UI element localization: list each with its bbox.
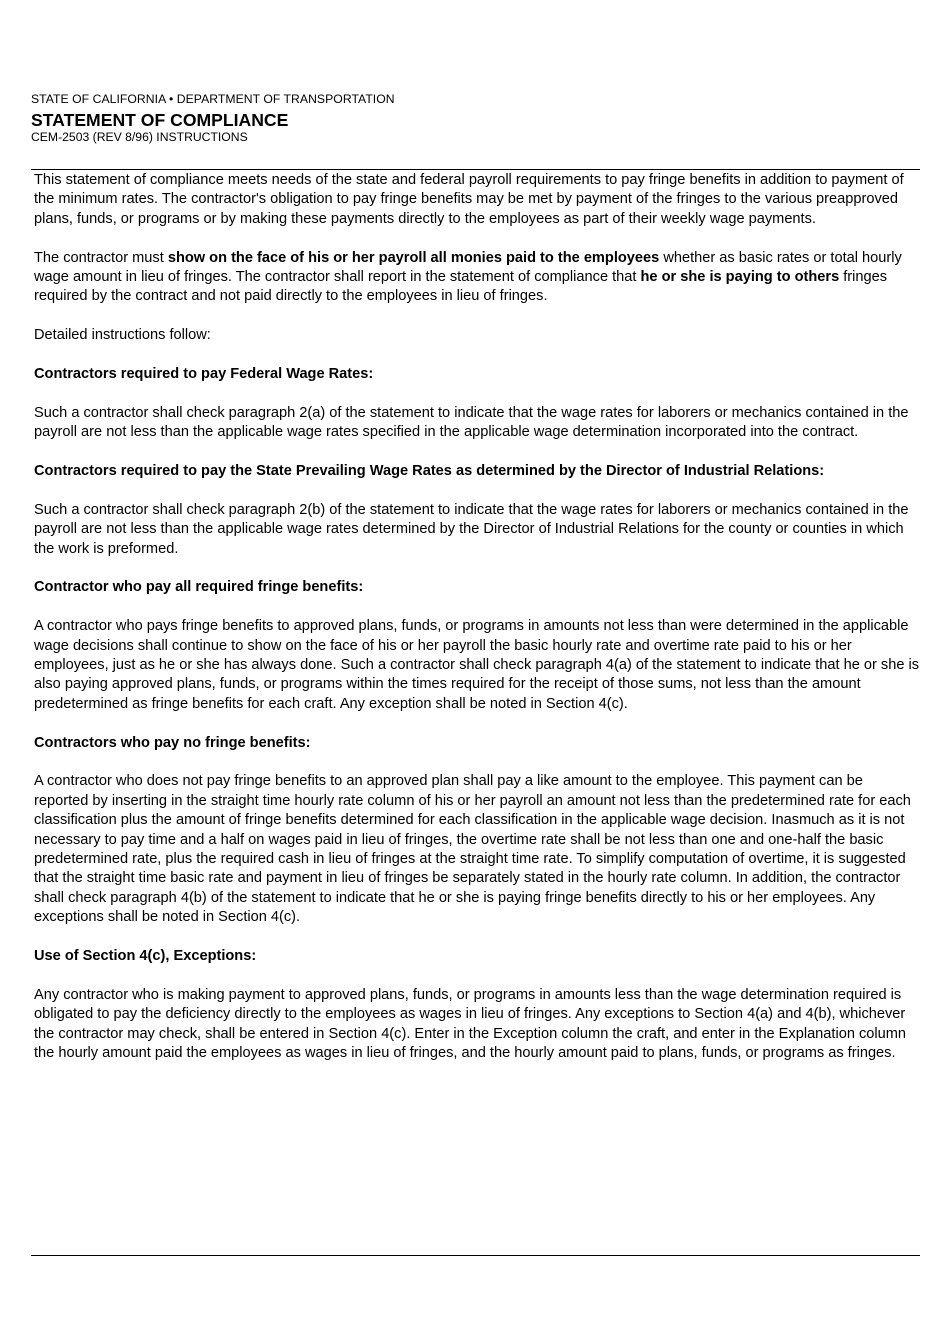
page-title: STATEMENT OF COMPLIANCE	[31, 110, 289, 130]
intro-paragraph: This statement of compliance meets needs of the state and federal payroll requirements to pay fringe benefits in addition to payment of the minimum rates. The contractor's obligation to pay fringe benefits may be met by payment of the fringes to the various preapproved plans, funds, or programs or by making these payments directly to the employees as part of their weekly wage payments.	[34, 172, 904, 227]
form-header	[31, 92, 731, 144]
form-number: CEM-2503 (REV 8/96) INSTRUCTIONS	[31, 130, 248, 144]
header-divider	[31, 169, 920, 170]
no-fringe-heading: Contractors who pay no fringe benefits:	[34, 734, 311, 751]
exceptions-paragraph: Any contractor who is making payment to approved plans, funds, or programs in amounts less than the wage determination required is obligated to pay the deficiency directly to the employees as wages in lieu of fringes. Any exceptions to Section 4(a) and 4(b), whichever the contractor may check, shall be entered in Section 4(c). Enter in the Exception column the craft, and enter in the Explanation column the hourly amount paid the employees as wages in lieu of fringes, and the hourly amount paid to plans, funds, or programs as fringes.	[34, 986, 907, 1062]
all-fringe-paragraph: A contractor who pays fringe benefits to approved plans, funds, or programs in amounts not less than were determined in the applicable wage decisions shall continue to show on the face of his or her payroll the basic hourly rate and overtime rate paid to his or her employees, just as he or she has always done. Such a contractor shall check paragraph 4(a) of the statement to indicate that he or she is also paying approved plans, funds, or programs within the times required for the receipt of those sums, not less than the amount predetermined as fringe benefits for each craft. Any exception shall be noted in Section 4(c).	[34, 618, 920, 712]
state-wage-paragraph: Such a contractor shall check paragraph 2(b) of the statement to indicate that the wage rates for laborers or mechanics contained in the payroll are not less than the applicable wage rates determined by the Director of Industrial Relations for the county or counties in which the work is preformed.	[34, 501, 909, 557]
payroll-text-1: The contractor must	[34, 249, 168, 266]
payroll-requirement-paragraph	[34, 249, 920, 307]
federal-wage-paragraph: Such a contractor shall check paragraph 2(a) of the statement to indicate that the wage rates for laborers or mechanics contained in the payroll are not less than the applicable wage rates specified in the applicable wage determination incorporated into the contract.	[34, 404, 909, 441]
no-fringe-paragraph: A contractor who does not pay fringe benefits to an approved plan shall pay a like amount to the employee. This payment can be reported by inserting in the straight time hourly rate column of his or her payroll an amount not less than the predetermined rate for each classification plus the amount of fringe benefits determined for each classification in the applicable wage decision. Inasmuch as it is not necessary to pay time and a half on wages paid in lieu of fringes, the overtime rate shall be not less than one and one-half the basic predetermined rate, plus the required cash in lieu of fringes at the straight time rate. To simplify computation of overtime, it is suggested that the straight time basic rate and payment in lieu of fringes be separately stated in the hourly rate column. In addition, the contractor shall check paragraph 4(b) of the statement to indicate that he or she is paying fringe benefits directly to his or her employees. Any exceptions shall be noted in Section 4(c).	[34, 773, 911, 926]
state-wage-heading: Contractors required to pay the State Prevailing Wage Rates as determined by the Director of Industrial Relations:	[34, 463, 825, 480]
federal-wage-heading: Contractors required to pay Federal Wage Rates:	[34, 366, 374, 383]
payroll-text-2: whether as basic rates or total hourly wage amount in lieu of fringes. The contractor shall report in the statement of compliance that	[34, 249, 902, 286]
exceptions-heading: Use of Section 4(c), Exceptions:	[34, 948, 257, 965]
payroll-emphasis-1: show on the face of his or her payroll all monies paid to the employees	[167, 249, 660, 266]
instructions-body	[34, 171, 920, 1083]
payroll-emphasis-2: he or she is paying to others	[640, 269, 840, 286]
agency-name: STATE OF CALIFORNIA • DEPARTMENT OF TRANSPORTATION	[31, 92, 395, 106]
footer-divider	[31, 1255, 920, 1256]
payroll-text-3: fringes required by the contract and not paid directly to the employees in lieu of fringes.	[34, 269, 888, 305]
instructions-lead-in: Detailed instructions follow:	[34, 327, 211, 344]
all-fringe-heading: Contractor who pay all required fringe benefits:	[34, 579, 364, 596]
